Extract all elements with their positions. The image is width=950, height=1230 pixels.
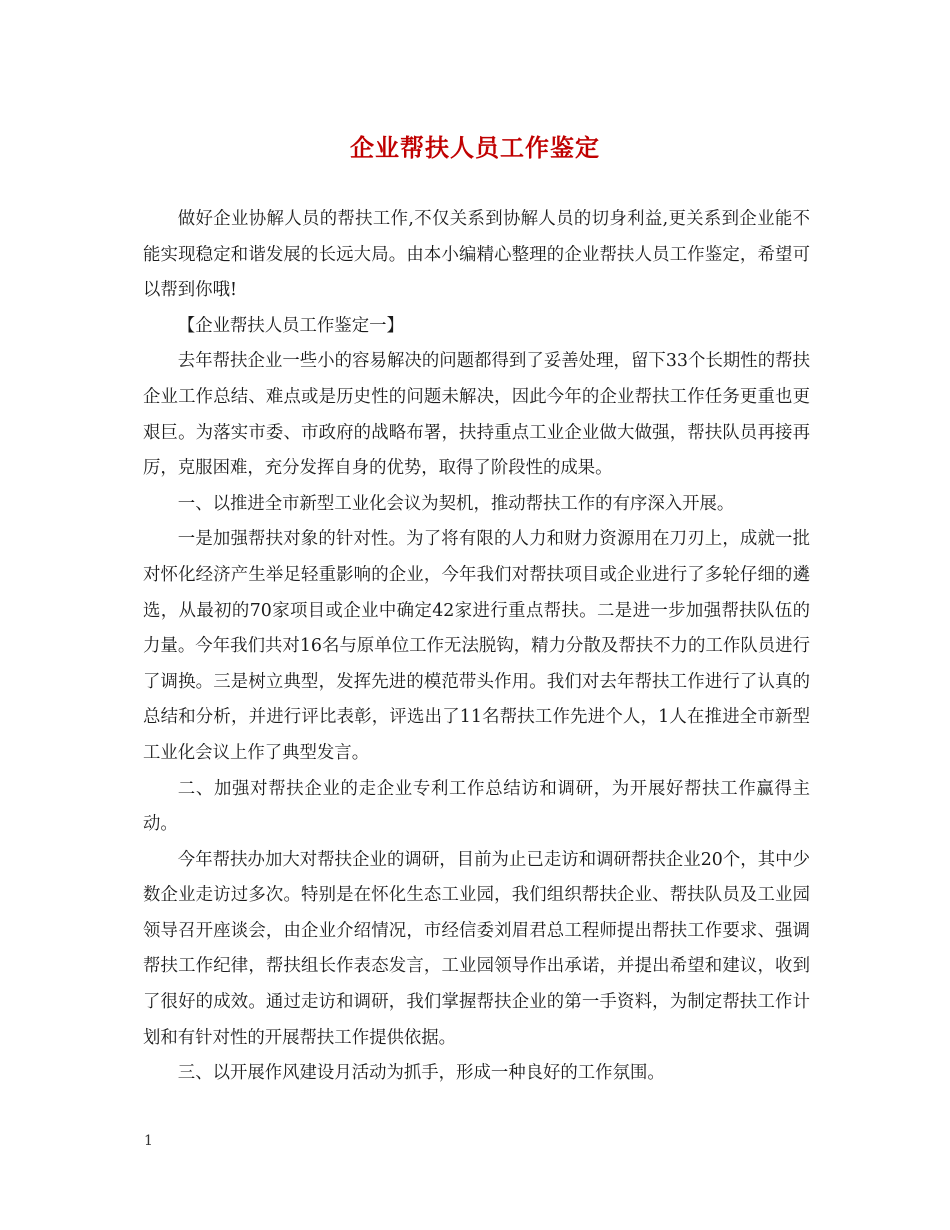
section-heading-1: 【企业帮扶人员工作鉴定一】: [177, 315, 404, 336]
paragraph: 去年帮扶企业一些小的容易解决的问题都得到了妥善处理，留下33个长期性的帮扶企业工作总结、难点或是历史性的问题未解决，因此今年的企业帮扶工作任务更重也更艰巨。为落实市委、市政府的战略布署，扶持重点工业企业做大做强，帮扶队员再接再厉，克服困难，充分发挥自身的优势，取得了阶段性的成果。: [143, 351, 810, 479]
paragraph: 今年帮扶办加大对帮扶企业的调研，目前为止已走访和调研帮扶企业20个，其中少数企业走访过多次。特别是在怀化生态工业园，我们组织帮扶企业、帮扶队员及工业园领导召开座谈会，由企业介绍情况，市经信委刘眉君总工程师提出帮扶工作要求、强调帮扶工作纪律，帮扶组长作表态发言，工业园领导作出承诺，并提出希望和建议，收到了很好的成效。通过走访和调研，我们掌握帮扶企业的第一手资料，为制定帮扶工作计划和有针对性的开展帮扶工作提供依据。: [143, 849, 810, 1048]
subheading-2: 二、加强对帮扶企业的走企业专利工作总结访和调研，为开展好帮扶工作赢得主动。: [143, 778, 810, 835]
subheading-3: 三、以开展作风建设月活动为抓手，形成一种良好的工作氛围。: [177, 1063, 665, 1084]
paragraph-intro: 做好企业协解人员的帮扶工作,不仅关系到协解人员的切身利益,更关系到企业能不能实现稳定和谐发展的长远大局。由本小编精心整理的企业帮扶人员工作鉴定，希望可以帮到你哦!: [143, 209, 810, 301]
paragraph: 一是加强帮扶对象的针对性。为了将有限的人力和财力资源用在刀刃上，成就一批对怀化经济产生举足轻重影响的企业，今年我们对帮扶项目或企业进行了多轮仔细的遴选，从最初的70家项目或企业中确定42家进行重点帮扶。二是进一步加强帮扶队伍的力量。今年我们共对16名与原单位工作无法脱钩，精力分散及帮扶不力的工作队员进行了调换。三是树立典型，发挥先进的模范带头作用。我们对去年帮扶工作进行了认真的总结和分析，并进行评比表彰，评选出了11名帮扶工作先进个人，1人在推进全市新型工业化会议上作了典型发言。: [143, 529, 810, 763]
page-number: 1: [144, 1133, 153, 1149]
subheading-1: 一、以推进全市新型工业化会议为契机，推动帮扶工作的有序深入开展。: [177, 493, 735, 514]
document-title: 企业帮扶人员工作鉴定: [350, 133, 600, 162]
document-body: [143, 202, 810, 1092]
